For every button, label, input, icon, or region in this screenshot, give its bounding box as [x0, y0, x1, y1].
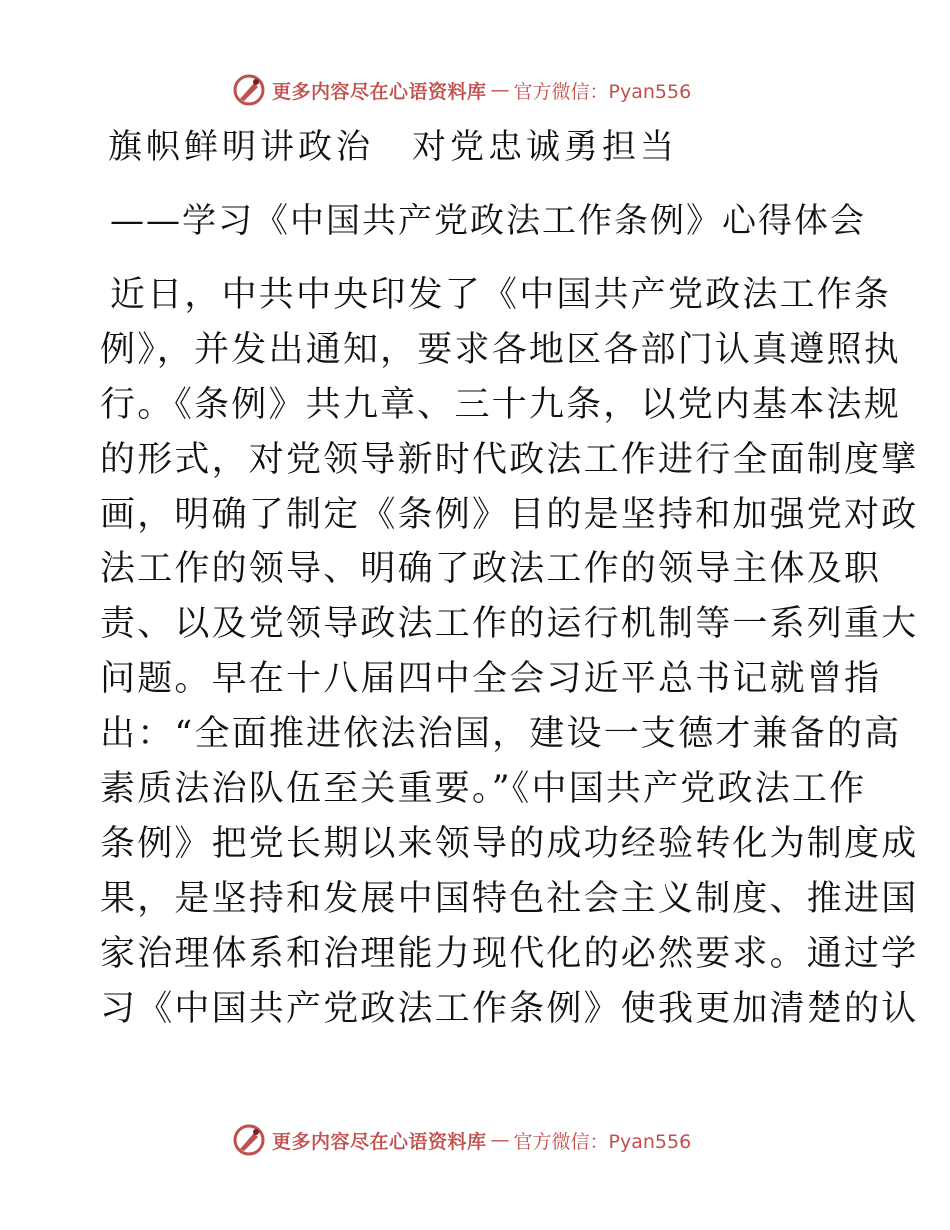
body-paragraph — [100, 268, 919, 1036]
body-line: 出：“全面推进依法治国，建设一支德才兼备的高 — [100, 714, 902, 755]
title-part-2: 对党忠诚勇担当 — [412, 127, 678, 167]
body-line: 画，明确了制定《条例》目的是坚持和加强党对政 — [100, 494, 919, 535]
header-watermark — [232, 72, 691, 108]
pen-logo-icon — [232, 73, 266, 107]
footer-watermark — [232, 1122, 691, 1158]
watermark-separator: — — [490, 1129, 510, 1151]
body-line: 条例》把党长期以来领导的成功经验转化为制度成 — [100, 823, 919, 864]
title-part-1: 旗帜鲜明讲政治 — [108, 127, 374, 167]
body-line: 习《中国共产党政法工作条例》使我更加清楚的认 — [100, 988, 919, 1029]
document-subtitle: ——学习《中国共产党政法工作条例》心得体会 — [110, 201, 866, 241]
body-line: 问题。早在十八届四中全会习近平总书记就曾指 — [100, 659, 882, 700]
watermark-text: 更多内容尽在心语资料库 — [272, 1130, 487, 1153]
pen-logo-icon — [232, 1123, 266, 1157]
body-line: 近日，中共中央印发了《中国共产党政法工作条 — [110, 275, 892, 315]
watermark-separator: — — [490, 79, 510, 101]
document-title — [108, 124, 678, 170]
body-line: 责、以及党领导政法工作的运行机制等一系列重大 — [100, 604, 919, 645]
body-line: 果，是坚持和发展中国特色社会主义制度、推进国 — [100, 878, 919, 919]
watermark-contact: 官方微信：Pyan556 — [513, 1130, 692, 1153]
watermark-contact: 官方微信：Pyan556 — [513, 80, 692, 103]
watermark-text: 更多内容尽在心语资料库 — [272, 80, 487, 103]
body-line: 家治理体系和治理能力现代化的必然要求。通过学 — [100, 933, 919, 974]
body-line: 的形式，对党领导新时代政法工作进行全面制度擘 — [100, 439, 919, 480]
body-line: 行。《条例》共九章、三十九条，以党内基本法规 — [100, 384, 901, 425]
body-line: 法工作的领导、明确了政法工作的领导主体及职 — [100, 549, 882, 590]
body-line: 例》，并发出通知，要求各地区各部门认真遵照执 — [100, 329, 901, 370]
body-line: 素质法治队伍至关重要。”《中国共产党政法工作 — [100, 769, 867, 810]
